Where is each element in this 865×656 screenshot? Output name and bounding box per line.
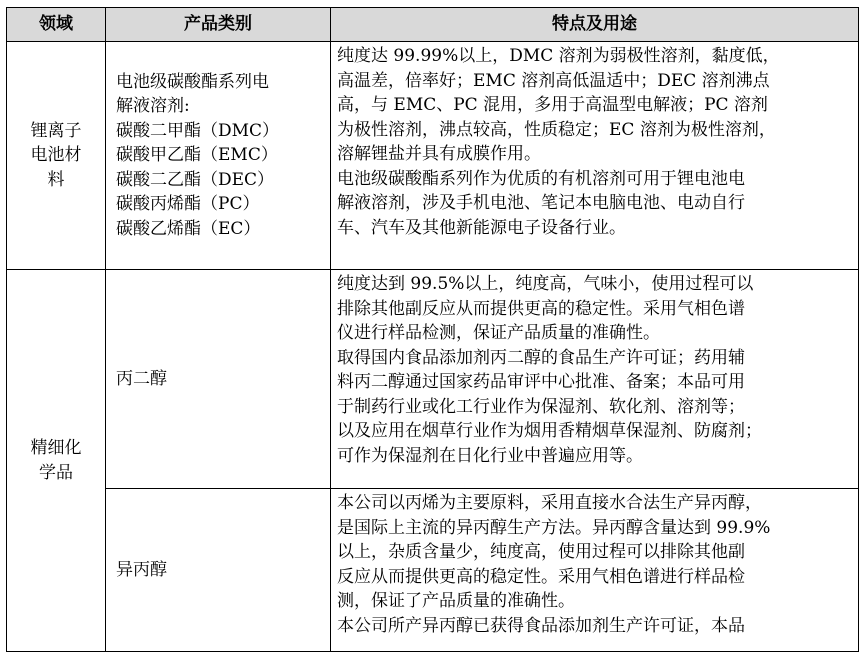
description-line: 为极性溶剂，沸点较高，性质稳定；EC 溶剂为极性溶剂， xyxy=(337,119,776,140)
description-line: 溶解锂盐并具有成膜作用。 xyxy=(337,144,541,164)
product-cell xyxy=(106,42,331,270)
description-line: 纯度达到 99.5%以上，纯度高，气味小，使用过程可以 xyxy=(337,274,754,294)
description-line: 车、汽车及其他新能源电子设备行业。 xyxy=(337,217,626,238)
description-line: 仪进行样品检测，保证产品质量的准确性。 xyxy=(337,323,660,343)
header-row xyxy=(7,8,859,42)
description-line: 可作为保湿剂在日化行业中普遍应用等。 xyxy=(337,445,643,466)
product-table xyxy=(6,7,859,652)
domain-cell xyxy=(7,270,106,652)
description-paragraph xyxy=(337,491,852,614)
domain-line: 学品 xyxy=(39,462,73,483)
description-line: 解液溶剂，涉及手机电池、笔记本电脑电池、电动自行 xyxy=(337,193,745,213)
product-line: 碳酸乙烯酯（EC） xyxy=(116,218,261,239)
domain-line: 锂离子 xyxy=(30,120,82,141)
header-product-category: 产品类别 xyxy=(106,8,331,42)
description-paragraph xyxy=(337,272,852,346)
description-line: 高，与 EMC、PC 混用，多用于高温型电解液；PC 溶剂 xyxy=(337,95,768,115)
description-line: 电池级碳酸酯系列作为优质的有机溶剂可用于锂电池电 xyxy=(337,168,745,189)
description-line: 本公司以丙烯为主要原料，采用直接水合法生产异丙醇， xyxy=(337,493,762,513)
description-line: 取得国内食品添加剂丙二醇的食品生产许可证；药用辅 xyxy=(337,347,745,368)
table-row xyxy=(7,489,859,652)
product-line: 电池级碳酸酯系列电 xyxy=(116,71,269,92)
product-line: 丙二醇 xyxy=(116,368,167,389)
product-line: 碳酸二甲酯（DMC） xyxy=(116,120,280,141)
description-line: 料丙二醇通过国家药品审评中心批准、备案；本品可用 xyxy=(337,372,745,392)
product-line: 解液溶剂: xyxy=(116,96,190,117)
table-row xyxy=(7,42,859,270)
description-paragraph xyxy=(337,167,852,241)
description-line: 本公司所产异丙醇已获得食品添加剂生产许可证，本品 xyxy=(337,615,745,636)
description-paragraph xyxy=(337,44,852,167)
description-paragraph xyxy=(337,614,852,639)
description-line: 高温差，倍率好；EMC 溶剂高低温适中；DEC 溶剂沸点 xyxy=(337,70,770,91)
product-cell xyxy=(106,270,331,489)
description-line: 以及应用在烟草行业作为烟用香精烟草保湿剂、防腐剂； xyxy=(337,421,762,441)
product-line: 碳酸二乙酯（DEC） xyxy=(116,169,275,190)
description-line: 纯度达 99.99%以上，DMC 溶剂为弱极性溶剂，黏度低， xyxy=(337,46,780,66)
description-cell xyxy=(331,489,859,652)
description-line: 以上，杂质含量少，纯度高，使用过程可以排除其他副 xyxy=(337,542,745,562)
description-line: 测，保证了产品质量的准确性。 xyxy=(337,591,575,611)
description-cell xyxy=(331,42,859,270)
description-line: 是国际上主流的异丙醇生产方法。异丙醇含量达到 99.9% xyxy=(337,517,771,538)
description-line: 于制药行业或化工行业作为保湿剂、软化剂、溶剂等； xyxy=(337,396,745,417)
product-line: 碳酸丙烯酯（PC） xyxy=(116,194,260,215)
header-domain: 领域 xyxy=(7,8,106,42)
product-line: 异丙醇 xyxy=(116,559,167,580)
product-line: 碳酸甲乙酯（EMC） xyxy=(116,145,278,166)
domain-cell xyxy=(7,42,106,270)
description-line: 反应从而提供更高的稳定性。采用气相色谱进行样品检 xyxy=(337,566,745,587)
description-paragraph xyxy=(337,346,852,469)
product-cell xyxy=(106,489,331,652)
header-features-uses: 特点及用途 xyxy=(331,8,859,42)
description-cell xyxy=(331,270,859,489)
domain-line: 料 xyxy=(47,169,65,190)
description-line: 排除其他副反应从而提供更高的稳定性。采用气相色谱 xyxy=(337,298,745,319)
description-clip xyxy=(337,491,852,649)
domain-line: 电池材 xyxy=(30,145,82,166)
domain-line: 精细化 xyxy=(30,438,82,458)
table-row xyxy=(7,270,859,489)
